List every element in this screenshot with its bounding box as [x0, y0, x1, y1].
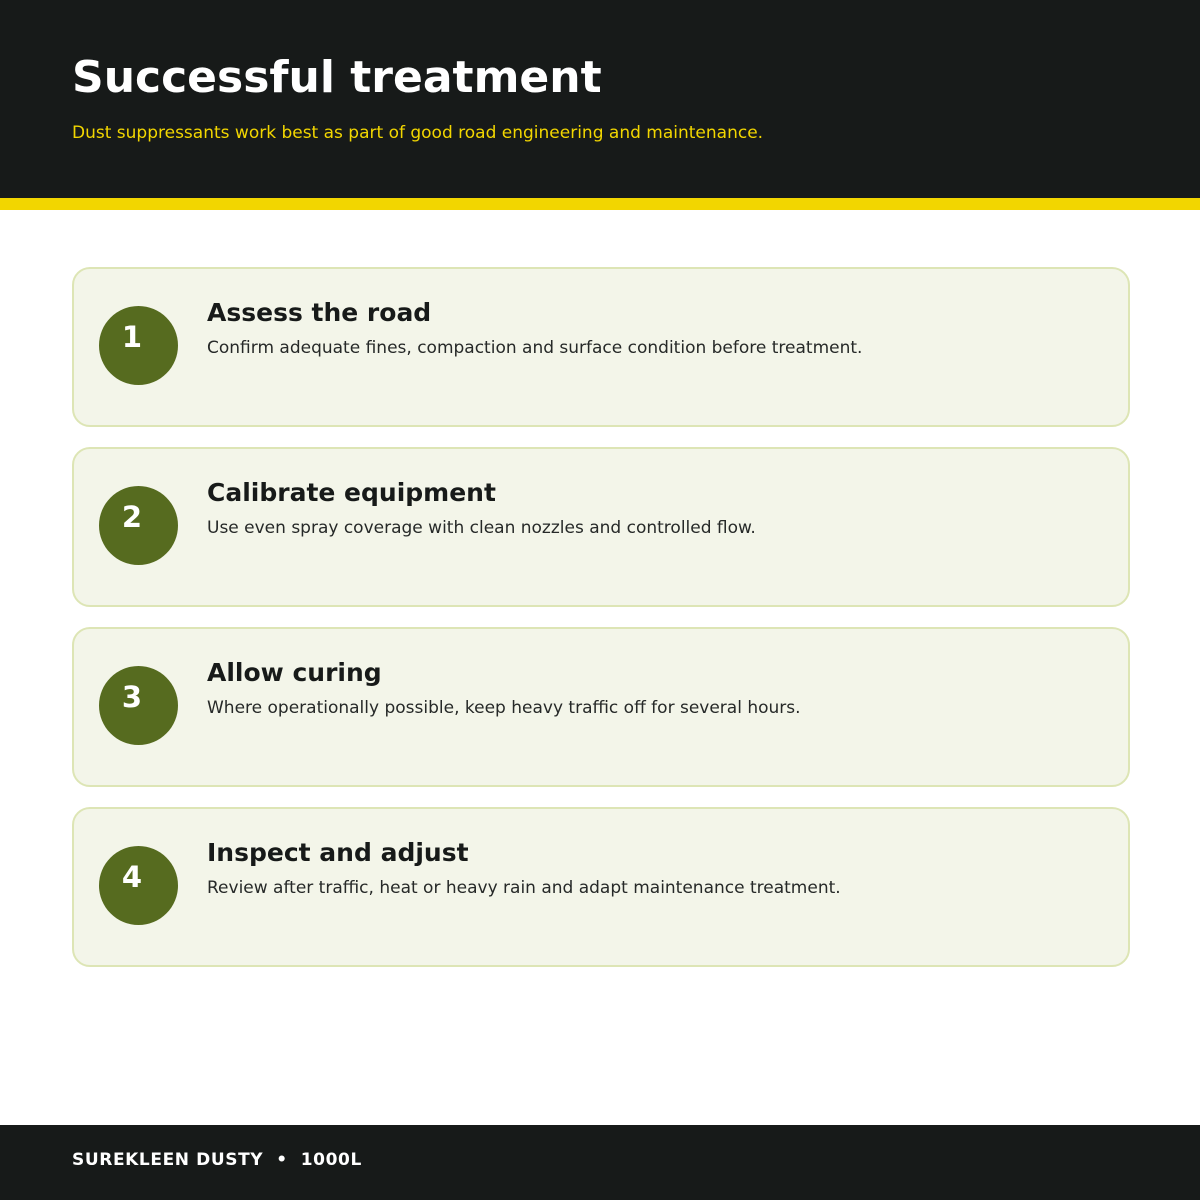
- step-number-badge: [99, 486, 178, 565]
- step-card-1: [72, 267, 1130, 427]
- page-subtitle: Dust suppressants work best as part of good road engineering and maintenance.: [72, 123, 764, 143]
- step-title: Allow curing: [207, 658, 382, 687]
- page-title: Successful treatment: [72, 52, 602, 103]
- step-number-badge: [99, 846, 178, 925]
- page-footer: [0, 1125, 1200, 1200]
- step-number: 3: [121, 680, 143, 714]
- step-title: Assess the road: [207, 298, 432, 327]
- step-number: 4: [121, 860, 143, 894]
- footer-product-label: SUREKLEEN DUSTY • 1000L: [72, 1150, 362, 1170]
- step-description: Use even spray coverage with clean nozzles and controlled flow.: [207, 518, 756, 538]
- step-card-3: [72, 627, 1130, 787]
- step-title: Inspect and adjust: [207, 838, 469, 867]
- page-header: [0, 0, 1200, 198]
- step-title: Calibrate equipment: [207, 478, 496, 507]
- step-number: 2: [121, 500, 143, 534]
- step-card-4: [72, 807, 1130, 967]
- step-number-badge: [99, 666, 178, 745]
- step-number: 1: [121, 320, 143, 354]
- step-card-2: [72, 447, 1130, 607]
- accent-divider: [0, 198, 1200, 210]
- step-number-badge: [99, 306, 178, 385]
- step-description: Confirm adequate fines, compaction and surface condition before treatment.: [207, 338, 863, 358]
- step-description: Where operationally possible, keep heavy traffic off for several hours.: [207, 698, 801, 718]
- step-description: Review after traffic, heat or heavy rain and adapt maintenance treatment.: [207, 878, 841, 898]
